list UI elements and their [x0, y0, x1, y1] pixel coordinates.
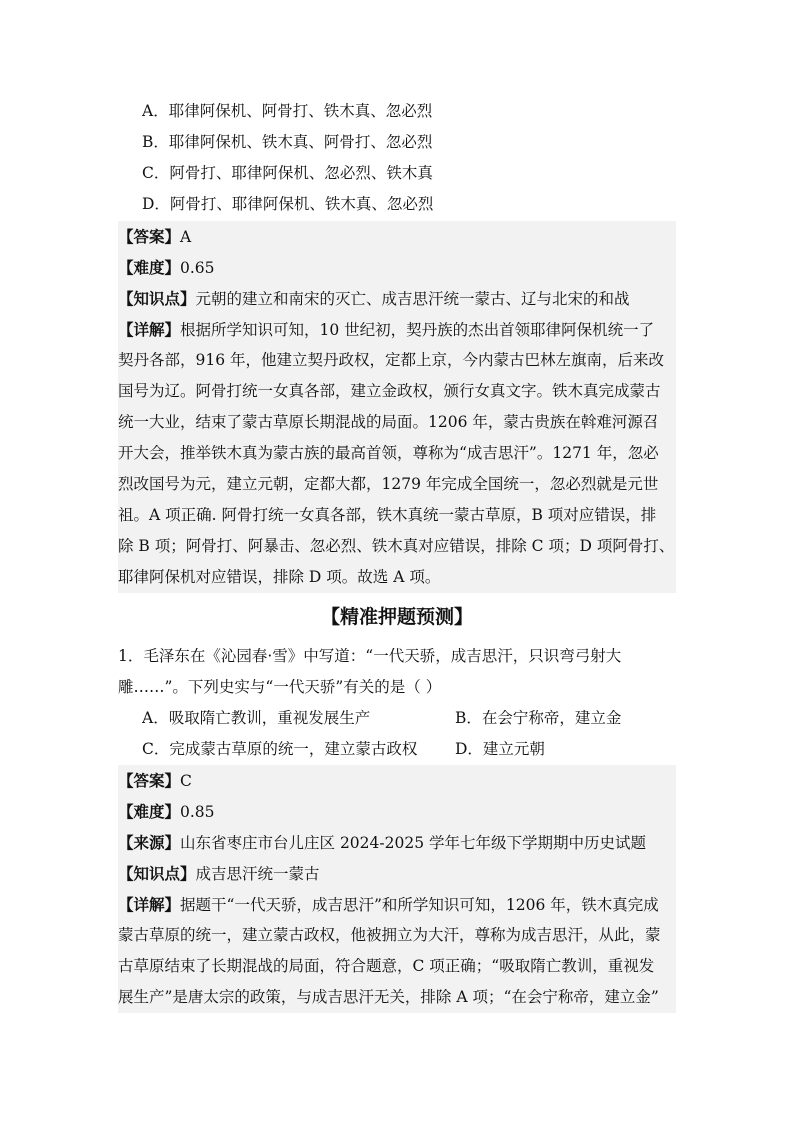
- question-stem: 1．毛泽东在《沁园春·雪》中写道：“一代天骄，成吉思汗，只识弯弓射大: [118, 647, 622, 665]
- knowledge-row: [118, 858, 676, 889]
- answer-tag: 【答案】: [118, 227, 181, 246]
- detail-line: 蒙古草原的统一，建立蒙古政权，他被拥立为大汗，尊称为成吉思汗，从此，蒙: [118, 920, 676, 951]
- option-row: [142, 703, 676, 734]
- answer-row: [118, 221, 676, 252]
- detail-line: 契丹各部，916 年，他建立契丹政权，定都上京，今内蒙古巴林左旗南，后来改: [118, 345, 676, 376]
- difficulty-value: 0.65: [180, 259, 215, 277]
- detail-line: 根据所学知识可知，10 世纪初，契丹族的杰出首领耶律阿保机统一了: [180, 321, 655, 339]
- detail-tag: 【详解】: [118, 895, 181, 914]
- source-value: 山东省枣庄市台儿庄区 2024-2025 学年七年级下学期期中历史试题: [180, 834, 647, 852]
- option-a: A．耶律阿保机、阿骨打、铁木真、忽必烈: [142, 102, 433, 120]
- detail-row: [118, 889, 676, 920]
- knowledge-value: 元朝的建立和南宋的灭亡、成吉思汗统一蒙古、辽与北宋的和战: [195, 290, 630, 308]
- detail-line: 烈改国号为元，建立元朝，定都大都，1279 年完成全国统一，忽必烈就是元世: [118, 469, 676, 500]
- detail-line: 耶律阿保机对应错误，排除 D 项。故选 A 项。: [118, 562, 676, 593]
- difficulty-row: [118, 252, 676, 283]
- option-b: B．在会宁称帝，建立金: [455, 709, 622, 727]
- source-row: [118, 827, 676, 858]
- difficulty-row: [118, 796, 676, 827]
- detail-line: 统一大业，结束了蒙古草原长期混战的局面。1206 年，蒙古贵族在斡难河源召: [118, 407, 676, 438]
- detail-line: 祖。A 项正确. 阿骨打统一女真各部，铁木真统一蒙古草原，B 项对应错误，排: [118, 500, 676, 531]
- difficulty-value: 0.85: [180, 803, 215, 821]
- detail-tag: 【详解】: [118, 320, 181, 339]
- option-d: D．建立元朝: [455, 740, 545, 758]
- option-a: A．吸取隋亡教训，重视发展生产: [142, 709, 371, 727]
- answer-value: A: [180, 228, 192, 246]
- knowledge-value: 成吉思汗统一蒙古: [195, 865, 320, 883]
- option-row: [142, 734, 676, 765]
- option-b: B．耶律阿保机、铁木真、阿骨打、忽必烈: [142, 133, 433, 151]
- difficulty-tag: 【难度】: [118, 802, 181, 821]
- knowledge-tag: 【知识点】: [118, 289, 196, 308]
- answer-value: C: [180, 772, 192, 790]
- answer-tag: 【答案】: [118, 771, 181, 790]
- detail-line: 开大会，推举铁木真为蒙古族的最高首领，尊称为“成吉思汗”。1271 年，忽必: [118, 438, 676, 469]
- option-c: C．阿骨打、耶律阿保机、忽必烈、铁木真: [142, 164, 433, 182]
- detail-line: 除 B 项；阿骨打、阿暴击、忽必烈、铁木真对应错误，排除 C 项；D 项阿骨打、: [118, 531, 676, 562]
- option-d: D．阿骨打、耶律阿保机、铁木真、忽必烈: [142, 195, 434, 213]
- option-c: C．完成蒙古草原的统一，建立蒙古政权: [142, 740, 418, 758]
- knowledge-tag: 【知识点】: [118, 864, 196, 883]
- knowledge-row: [118, 283, 676, 314]
- detail-line: 据题干“一代天骄，成吉思汗”和所学知识可知，1206 年，铁木真完成: [180, 896, 659, 914]
- detail-line: 国号为辽。阿骨打统一女真各部，建立金政权，颁行女真文字。铁木真完成蒙古: [118, 376, 676, 407]
- answer-row: [118, 765, 676, 796]
- detail-line: 古草原结束了长期混战的局面，符合题意，C 项正确；“吸取隋亡教训，重视发: [118, 951, 676, 982]
- detail-row: [118, 314, 676, 345]
- section-title: 【精准押题预测】: [320, 606, 473, 628]
- source-tag: 【来源】: [118, 833, 181, 852]
- detail-line: 展生产”是唐太宗的政策，与成吉思汗无关，排除 A 项；“在会宁称帝，建立金”: [118, 982, 676, 1013]
- difficulty-tag: 【难度】: [118, 258, 181, 277]
- question-stem: 雕……”。下列史实与“一代天骄”有关的是（ ）: [118, 678, 442, 696]
